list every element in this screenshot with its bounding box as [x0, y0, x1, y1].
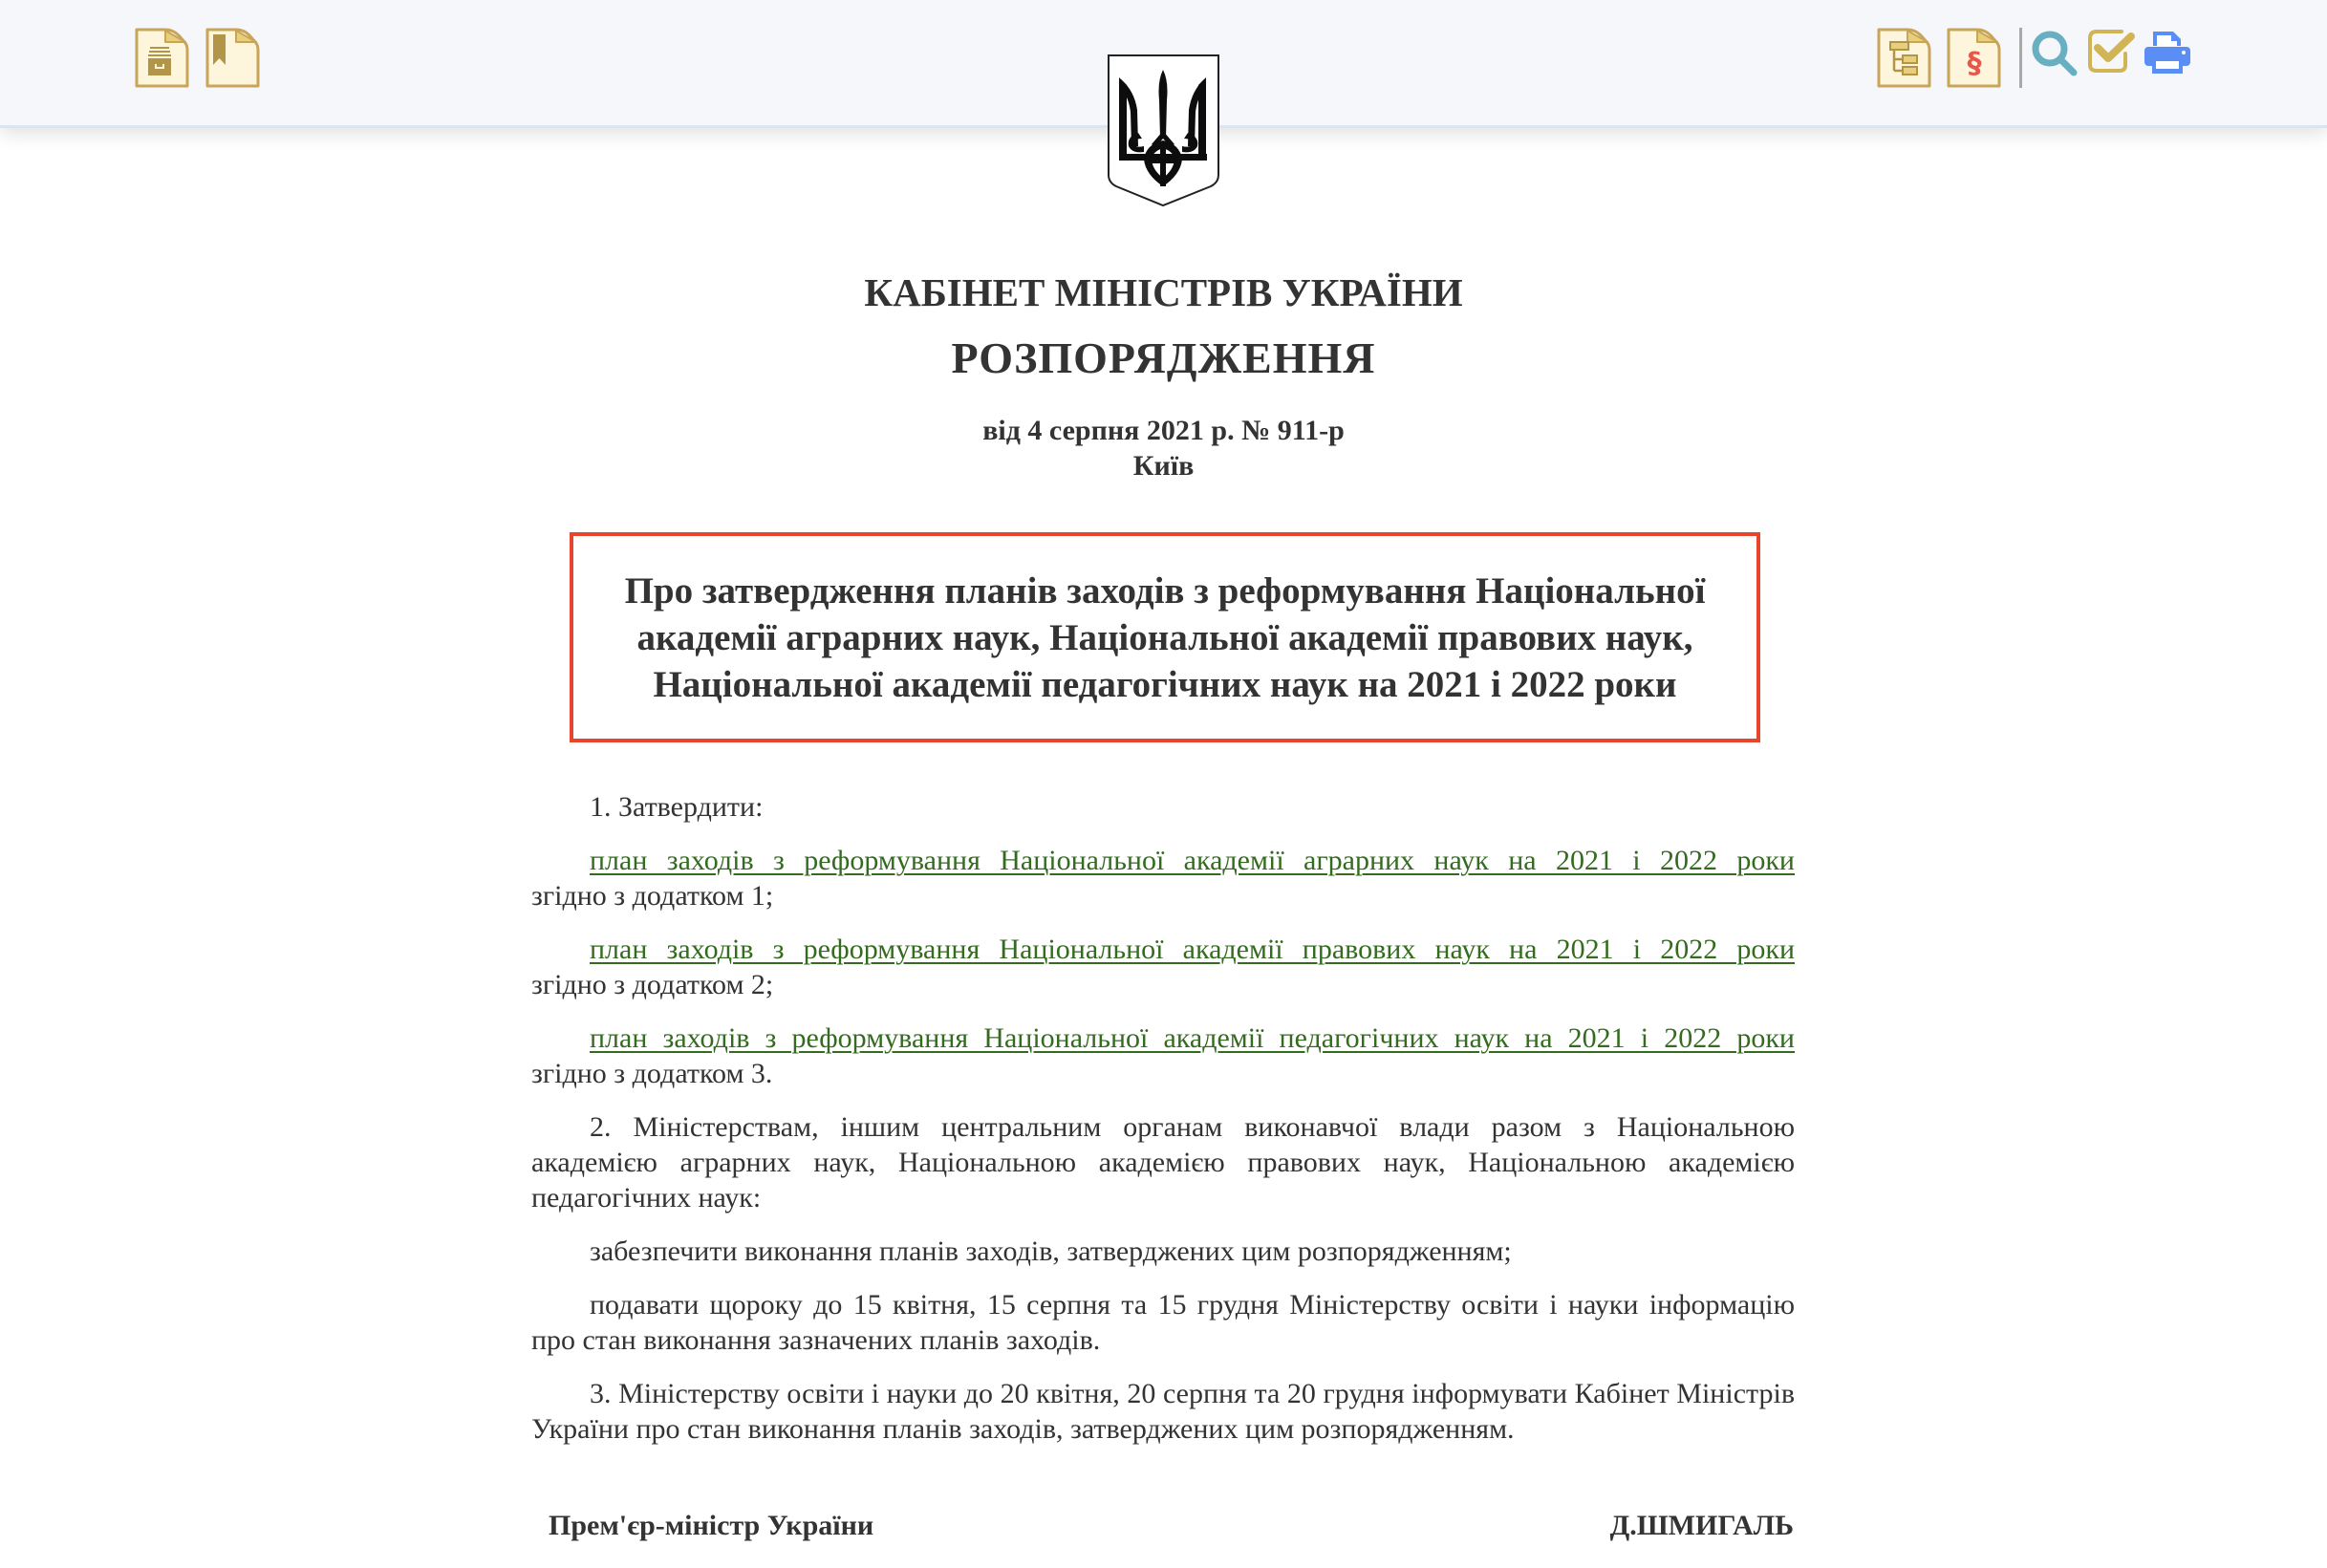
- paragraph-2: 2. Міністерствам, іншим центральним органам виконавчої влади разом з Національною академією аграрних наук, Національною академією правових наук, Національною академією педагогічних наук:: [531, 1111, 1795, 1214]
- approval-item-3: [531, 1020, 1795, 1091]
- paragraph-3: 3. Міністерству освіти і науки до 20 квітня, 20 серпня та 20 грудня інформувати Кабінет Міністрів України про стан виконання планів заходів, затверджених цим розпорядженням.: [531, 1378, 1795, 1445]
- appendix-ref-2: згідно з додатком 2;: [531, 969, 774, 1000]
- plan-link-legal[interactable]: план заходів з реформування Національної академії правових наук на 2021 і 2022 роки: [590, 934, 1795, 965]
- paragraph-1-intro: 1. Затвердити:: [590, 791, 764, 823]
- document-title: Про затвердження планів заходів з реформування Національної академії аграрних наук, Національної академії правових наук, Національної академії педагогічних наук на 2021 і 2022 роки: [624, 569, 1706, 705]
- appendix-ref-3: згідно з додатком 3.: [531, 1058, 773, 1089]
- approval-item-2: [531, 932, 1795, 1002]
- document-title-box: [570, 532, 1760, 742]
- document-body: [531, 789, 1795, 1465]
- toolbar-divider: [2019, 28, 2022, 88]
- document-type-heading: РОЗПОРЯДЖЕННЯ: [951, 333, 1376, 382]
- checkbox-icon[interactable]: [2087, 29, 2137, 75]
- archive-document-icon[interactable]: [135, 28, 189, 88]
- structure-document-icon[interactable]: [1877, 28, 1931, 88]
- appendix-ref-1: згідно з додатком 1;: [531, 880, 774, 912]
- approval-item-1: [531, 843, 1795, 913]
- organization-heading: КАБІНЕТ МІНІСТРІВ УКРАЇНИ: [864, 270, 1463, 314]
- signatory-name: Д.ШМИГАЛЬ: [1609, 1510, 1794, 1541]
- signatory-position: Прем'єр-міністр України: [549, 1510, 874, 1541]
- svg-text:§: §: [1967, 47, 1982, 80]
- printer-icon[interactable]: [2144, 30, 2191, 75]
- date-number: від 4 серпня 2021 р. № 911-р: [982, 415, 1345, 446]
- paragraph-document-icon[interactable]: [1947, 28, 2001, 88]
- bookmark-document-icon[interactable]: [205, 28, 260, 88]
- search-icon[interactable]: [2030, 29, 2081, 80]
- plan-link-pedagogical[interactable]: план заходів з реформування Національної академії педагогічних наук на 2021 і 2022 роки: [590, 1022, 1795, 1054]
- city: Київ: [1132, 450, 1195, 482]
- coat-of-arms-emblem: [1106, 53, 1221, 207]
- plan-link-agrarian[interactable]: план заходів з реформування Національної академії аграрних наук на 2021 і 2022 роки: [590, 845, 1795, 876]
- paragraph-2-item-b: подавати щороку до 15 квітня, 15 серпня та 15 грудня Міністерству освіти і науки інформацію про стан виконання зазначених планів заходів.: [531, 1289, 1795, 1356]
- paragraph-2-item-a: забезпечити виконання планів заходів, затверджених цим розпорядженням;: [590, 1235, 1512, 1267]
